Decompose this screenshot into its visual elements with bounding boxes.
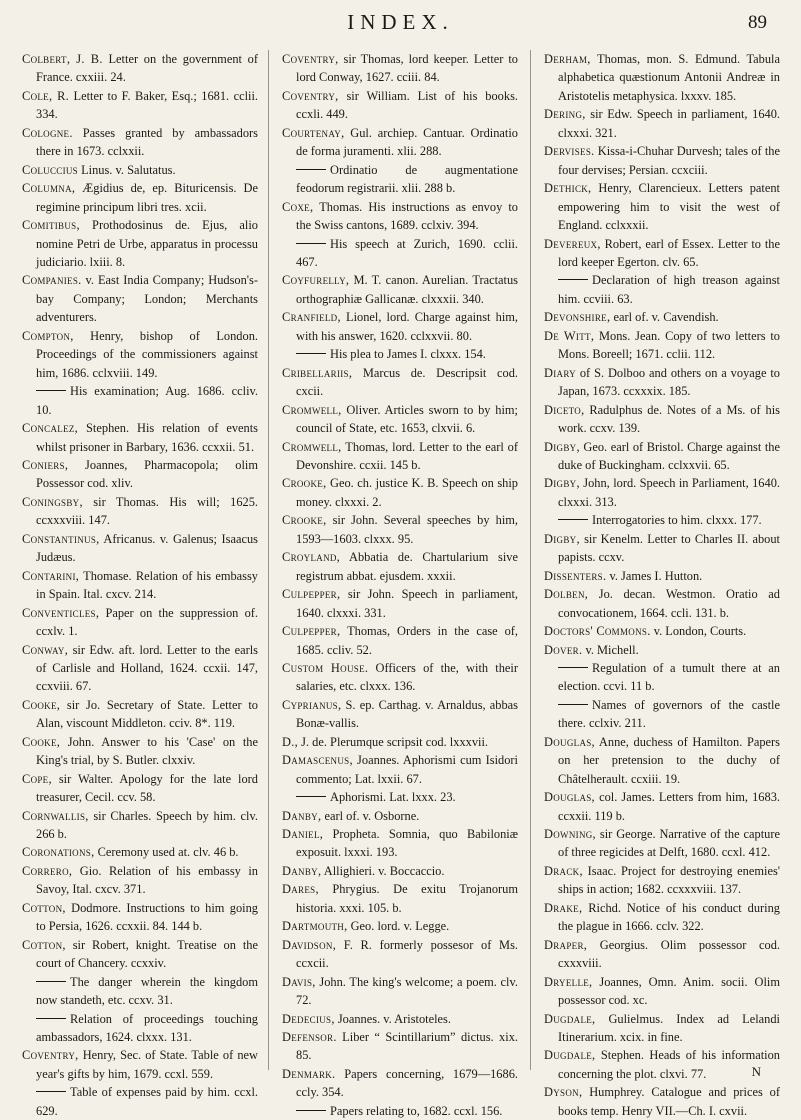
entry-headword: Dugdale, [544, 1011, 596, 1026]
entry-text: Ceremony used at. clv. 46 b. [94, 845, 239, 860]
index-entry [282, 1065, 518, 1102]
index-subentry [282, 1102, 518, 1120]
entry-text: J. de. Plerumque scripsit cod. lxxxvii. [298, 734, 489, 749]
ditto-dash [558, 667, 588, 668]
index-entry [544, 641, 780, 659]
entry-text: His plea to James I. clxxx. 154. [330, 347, 486, 362]
entry-text: earl of. v. Cavendish. [610, 310, 719, 325]
entry-text: Table of expenses paid by him. ccxl. 629. [36, 1085, 258, 1118]
index-entry [282, 511, 518, 548]
entry-text: Henry, Sec. of State. Table of new year's gifts by him, 1679. ccxl. 559. [36, 1048, 258, 1081]
entry-text: Ægidius de, ep. Bituricensis. De regimine principum libri tres. xcii. [36, 181, 258, 214]
entry-text: Gulielmus. Index ad Lelandi Itinerarium. xcix. in fine. [558, 1011, 780, 1045]
entry-text: sir Walter. Apology for the late lord treasurer, Cecil. ccv. 58. [36, 771, 258, 805]
index-entry [282, 308, 518, 345]
index-entry [22, 807, 258, 844]
entry-headword: Danby, [282, 808, 322, 823]
index-subentry [282, 161, 518, 198]
entry-headword: Denmark. [282, 1066, 336, 1081]
index-entry [544, 973, 780, 1010]
entry-headword: Devereux, [544, 236, 601, 251]
index-subentry [544, 271, 780, 308]
index-entry [22, 419, 258, 456]
index-subentry [544, 511, 780, 529]
entry-text: sir John. Several speeches by him, 1593—1603. clxxx. 95. [296, 513, 518, 546]
entry-headword: Cooke, [22, 734, 61, 749]
index-entry [22, 327, 258, 382]
index-entry [282, 862, 518, 880]
index-entry [22, 161, 258, 179]
entry-text: Robert, earl of Essex. Letter to the lord keeper Egerton. clv. 65. [558, 236, 780, 269]
page-title: INDEX. [347, 10, 454, 34]
entry-headword: Digby, [544, 439, 580, 454]
index-subentry [22, 1010, 258, 1047]
entry-text: Thomase. Relation of his embassy in Spain. Ital. cxcv. 214. [36, 568, 258, 602]
entry-headword: Dares, [282, 882, 319, 897]
entry-headword: Coxe, [282, 199, 314, 214]
index-subentry [282, 788, 518, 806]
entry-headword: Conventicles, [22, 605, 100, 620]
index-entry [282, 696, 518, 733]
entry-text: Gul. archiep. Cantuar. Ordinatio de forma juramenti. xlii. 288. [296, 125, 518, 159]
entry-headword: Doctors' Commons. [544, 624, 651, 639]
entry-headword: Coventry, [282, 52, 339, 66]
entry-headword: Courtenay, [282, 125, 345, 140]
index-column-1 [22, 50, 259, 1118]
entry-headword: Coronations, [22, 845, 95, 860]
entry-headword: Cooke, [22, 697, 61, 712]
entry-text: Aphorismi. Lat. lxxx. 23. [330, 790, 456, 805]
entry-headword: Davidson, [282, 937, 337, 952]
entry-text: Radulphus de. Notes of a Ms. of his work. ccxv. 139. [558, 402, 780, 436]
entry-headword: Draper, [544, 937, 588, 952]
entry-headword: D., [282, 734, 299, 749]
index-entry [22, 530, 258, 567]
entry-text: Propheta. Somnia, quo Babiloniæ exposuit. lxxxi. 193. [296, 827, 518, 860]
entry-headword: Cromwell, [282, 439, 342, 454]
entry-text: Geo. earl of Bristol. Charge against the duke of Buckingham. cclxxvii. 65. [558, 439, 780, 472]
entry-text: Jo. decan. Westmon. Oratio ad convocationem, 1664. ccli. 131. b. [558, 587, 780, 620]
entry-headword: Coventry, [22, 1048, 79, 1063]
entry-headword: Comitibus, [22, 218, 80, 233]
entry-headword: Contarini, [22, 568, 80, 583]
index-entry [544, 438, 780, 475]
entry-text: Joannes. v. Aristoteles. [334, 1011, 451, 1026]
entry-text: of S. Dolboo and others on a voyage to Japan, 1673. ccxxxix. 185. [558, 365, 780, 399]
index-entry [282, 622, 518, 659]
entry-text: Regulation of a tumult there at an election. ccvi. 11 b. [558, 660, 780, 694]
entry-text: Phrygius. De exitu Trojanorum historia. xxxi. 105. b. [296, 882, 518, 915]
entry-headword: Dering, [544, 107, 586, 122]
entry-headword: Davis, [282, 974, 316, 989]
index-entry [544, 733, 780, 788]
index-entry [282, 917, 518, 935]
ditto-dash [36, 1018, 66, 1019]
index-subentry [22, 382, 258, 419]
index-entry [22, 770, 258, 807]
index-entry [544, 862, 780, 899]
index-entry [282, 438, 518, 475]
entry-text: Marcus de. Descripsit cod. cxcii. [296, 365, 518, 399]
entry-headword: Devonshire, [544, 310, 611, 325]
entry-text: Letter to F. Baker, Esq.; 1681. cclii. 334. [36, 88, 258, 122]
index-entry [544, 327, 780, 364]
entry-headword: Defensor. [282, 1030, 337, 1045]
entry-text: Henry, bishop of London. Proceedings of the commissioners against him, 1686. cclxviii. 149. [36, 328, 258, 380]
entry-headword: Dedecius, [282, 1011, 335, 1026]
entry-headword: Cope, [22, 771, 52, 786]
index-entry [282, 198, 518, 235]
entry-text: Geo. lord. v. Legge. [347, 919, 450, 934]
entry-headword: Colbert, J. B. [22, 52, 103, 66]
entry-headword: Conway, [22, 642, 69, 657]
index-entry [22, 862, 258, 899]
page-number: 89 [748, 12, 767, 33]
entry-headword: Diary [544, 365, 576, 380]
entry-text: sir Kenelm. Letter to Charles II. about papists. ccxv. [558, 531, 780, 565]
entry-headword: Coningsby, [22, 494, 83, 509]
ditto-dash [36, 1091, 66, 1092]
column-divider [268, 50, 269, 1070]
entry-headword: Culpepper, [282, 624, 341, 639]
ditto-dash [296, 353, 326, 354]
signature-mark: N [751, 1064, 761, 1079]
entry-headword: Dugdale, [544, 1048, 596, 1063]
entry-text: sir Edw. aft. lord. Letter to the earls of Carlisle and Holland, 1624. ccxii. 147, ccxviii. 67. [36, 642, 258, 694]
column-divider [530, 50, 531, 1070]
index-entry [22, 1046, 258, 1083]
index-column-2 [282, 50, 518, 1118]
index-entry [544, 530, 780, 567]
entry-headword: Columna, [22, 181, 76, 196]
index-entry [282, 50, 518, 87]
entry-headword: Danby, [282, 863, 322, 878]
entry-headword: Drack, [544, 863, 583, 878]
index-entry [544, 474, 780, 511]
index-entry [282, 548, 518, 585]
entry-headword: Daniel, [282, 827, 324, 842]
ditto-dash [558, 704, 588, 705]
entry-text: John, lord. Speech in Parliament, 1640. clxxxi. 313. [558, 476, 780, 509]
ditto-dash [36, 981, 66, 982]
index-entry [282, 87, 518, 124]
entry-text: F. R. formerly possesor of Ms. ccxcii. [296, 937, 518, 971]
entry-headword: Cole, R. [22, 88, 70, 103]
entry-headword: Croyland, [282, 550, 341, 565]
entry-text: Prothodosinus de. Ejus, alio nomine Petri de Urbe, apparatus in processu judiciario. lxiii. 8. [36, 218, 258, 269]
index-entry [22, 179, 258, 216]
index-entry [22, 87, 258, 124]
index-entry [282, 364, 518, 401]
index-entry [22, 899, 258, 936]
entry-text: His speech at Zurich, 1690. cclii. 467. [296, 236, 518, 269]
entry-text: Oliver. Articles sworn to by him; council of State, etc. 1653, clxvii. 6. [296, 402, 518, 436]
entry-headword: De Witt, [544, 328, 595, 343]
index-entry [282, 825, 518, 862]
index-subentry [544, 659, 780, 696]
index-entry [544, 585, 780, 622]
entry-text: Thomas, lord. Letter to the earl of Devonshire. ccxii. 145 b. [296, 439, 518, 472]
entry-text: Allighieri. v. Boccaccio. [321, 863, 445, 878]
entry-text: Dodmore. Instructions to him going to Persia, 1626. ccxxii. 84. 144 b. [36, 900, 258, 934]
index-entry [544, 105, 780, 142]
ditto-dash [296, 243, 326, 244]
entry-text: Gio. Relation of his embassy in Savoy, Ital. cxcv. 371. [36, 863, 258, 897]
entry-text: Ordinatio de augmentatione feodorum registrarii. xlii. 288 b. [296, 162, 518, 196]
index-entry [22, 271, 258, 326]
entry-text: Relation of proceedings touching ambassadors, 1624. clxxx. 131. [36, 1011, 258, 1045]
entry-headword: Dover. [544, 642, 583, 657]
index-entry [544, 50, 780, 105]
entry-headword: Digby, [544, 531, 580, 546]
index-entry [544, 308, 780, 326]
entry-headword: Dolben, [544, 587, 589, 602]
index-entry [544, 899, 780, 936]
entry-text: v. East India Company; Hudson's-bay Company; London; Merchants adventurers. [36, 273, 258, 325]
index-entry [544, 788, 780, 825]
index-subentry [22, 973, 258, 1010]
entry-text: Mons. Jean. Copy of two letters to Mons. Boreell; 1671. cclii. 112. [558, 328, 780, 362]
entry-text: sir William. List of his books. ccxli. 449. [296, 88, 518, 122]
index-entry [544, 142, 780, 179]
entry-headword: Digby, [544, 476, 580, 491]
entry-headword: Coyfurelly, [282, 273, 350, 288]
entry-text: Letter on the government of France. cxxiii. 24. [36, 52, 259, 85]
entry-text: v. Michell. [582, 642, 639, 657]
entry-headword: Concalez, [22, 421, 79, 436]
entry-text: Stephen. Heads of his information concerning the plot. clxvi. 77. [558, 1048, 780, 1081]
entry-headword: Dyson, [544, 1085, 583, 1100]
entry-headword: Coluccius [22, 162, 78, 177]
entry-headword: Crooke, [282, 476, 327, 491]
entry-headword: Correro, [22, 863, 73, 878]
entry-text: M. T. canon. Aurelian. Tractatus orthographiæ Gallicanæ. clxxxii. 340. [296, 273, 518, 306]
entry-text: Thomas, Orders in the case of, 1685. ccliv. 52. [296, 624, 518, 657]
entry-headword: Crooke, [282, 513, 327, 528]
entry-text: sir John. Speech in parliament, 1640. clxxxi. 331. [296, 587, 518, 620]
entry-text: Joannes, Pharmacopola; olim Possessor cod. xliv. [36, 457, 258, 491]
ditto-dash [296, 1110, 326, 1111]
index-entry [22, 696, 258, 733]
entry-text: Joannes, Omn. Anim. socii. Olim possessor cod. xc. [558, 974, 780, 1008]
entry-text: Richd. Notice of his conduct during the plague in 1666. cclv. 322. [558, 900, 780, 934]
index-entry [544, 567, 780, 585]
page-header [0, 8, 801, 38]
entry-text: earl of. v. Osborne. [321, 808, 420, 823]
index-entry [22, 936, 258, 973]
entry-text: Stephen. His relation of events whilst prisoner in Barbary, 1636. ccxxii. 51. [36, 421, 258, 454]
entry-headword: Cotton, [22, 937, 66, 952]
entry-text: sir Edw. Speech in parliament, 1640. clxxxi. 321. [558, 107, 780, 140]
index-subentry [22, 1083, 258, 1120]
index-entry [22, 843, 258, 861]
index-entry [544, 364, 780, 401]
entry-text: Papers concerning, 1679—1686. ccly. 354. [296, 1066, 518, 1100]
index-entry [22, 733, 258, 770]
entry-headword: Dervises. [544, 144, 595, 159]
index-entry [282, 733, 518, 751]
index-entry [22, 216, 258, 271]
index-entry [544, 825, 780, 862]
index-entry [22, 456, 258, 493]
entry-text: Kissa-i-Chuhar Durvesh; tales of the four dervises; Persian. ccxciii. [558, 144, 780, 177]
entry-headword: Cotton, [22, 900, 66, 915]
index-entry [282, 1010, 518, 1028]
index-entry [282, 401, 518, 438]
index-entry [22, 567, 258, 604]
entry-text: The danger wherein the kingdom now standeth, etc. ccxv. 31. [36, 974, 258, 1008]
index-entry [282, 585, 518, 622]
index-entry [282, 659, 518, 696]
entry-text: Joannes. Aphorismi cum Isidori commento; Lat. lxxii. 67. [296, 753, 518, 786]
entry-text: Abbatia de. Chartularium sive registrum abbat. ejusdem. xxxii. [296, 550, 518, 583]
entry-text: sir Thomas. His will; 1625. ccxxxviii. 147. [36, 494, 258, 528]
index-entry [282, 271, 518, 308]
index-entry [22, 604, 258, 641]
entry-headword: Cribellariis, [282, 365, 353, 380]
entry-headword: Coventry, [282, 88, 339, 103]
index-entry [282, 973, 518, 1010]
entry-text: v. James I. Hutton. [606, 568, 703, 583]
index-entry [282, 124, 518, 161]
entry-text: Names of governors of the castle there. cclxiv. 211. [558, 697, 780, 731]
entry-headword: Coniers, [22, 457, 69, 472]
index-entry [22, 50, 258, 87]
entry-text: sir Charles. Speech by him. clv. 266 b. [36, 808, 258, 842]
entry-headword: Douglas, [544, 734, 595, 749]
index-entry [544, 401, 780, 438]
index-subentry [282, 235, 518, 272]
index-entry [22, 641, 258, 696]
entry-text: Interrogatories to him. clxxx. 177. [592, 513, 762, 528]
entry-text: John. Answer to his 'Case' on the King's trial, by S. Butler. clxxiv. [36, 734, 258, 768]
entry-headword: Dryelle, [544, 974, 593, 989]
entry-text: Lionel, lord. Charge against him, with his answer, 1620. cclxxvii. 80. [296, 310, 518, 343]
index-entry [544, 1046, 780, 1083]
index-entry [22, 124, 258, 161]
entry-text: Humphrey. Catalogue and prices of books temp. Henry VII.—Ch. I. cxvii. [558, 1085, 780, 1118]
entry-text: His examination; Aug. 1686. ccliv. 10. [36, 384, 258, 417]
entry-text: Isaac. Project for destroying enemies' ships in action; 1682. ccxxxviii. 137. [558, 863, 780, 897]
entry-text: Thomas. His instructions as envoy to the Swiss cantons, 1689. cclxiv. 394. [296, 199, 518, 233]
entry-headword: Downing, [544, 827, 596, 842]
index-entry [282, 1028, 518, 1065]
entry-headword: Custom House. [282, 660, 369, 675]
entry-text: sir George. Narrative of the capture of three regicides at Delft, 1680. ccxl. 412. [558, 827, 780, 860]
entry-text: Geo. ch. justice K. B. Speech on ship money. clxxxi. 2. [296, 476, 518, 509]
index-entry [544, 235, 780, 272]
entry-text: Linus. v. Salutatus. [77, 162, 176, 177]
entry-headword: Dissenters. [544, 568, 607, 583]
entry-headword: Drake, [544, 900, 583, 915]
index-entry [282, 474, 518, 511]
entry-headword: Douglas, [544, 790, 595, 805]
entry-text: v. London, Courts. [650, 624, 747, 639]
index-subentry [544, 696, 780, 733]
ditto-dash [36, 390, 66, 391]
entry-text: Anne, duchess of Hamilton. Papers on her pretension to the duchy of Châtelherault. ccxiii. 19. [558, 734, 780, 786]
entry-headword: Diceto, [544, 402, 585, 417]
entry-headword: Dartmouth, [282, 919, 348, 934]
index-entry [282, 807, 518, 825]
entry-headword: Damascenus, [282, 753, 353, 768]
entry-headword: Cyprianus, [282, 697, 342, 712]
index-entry [282, 880, 518, 917]
index-entry [544, 1083, 780, 1120]
entry-text: Passes granted by ambassadors there in 1673. cclxxii. [36, 125, 258, 159]
index-entry [544, 936, 780, 973]
entry-headword: Companies. [22, 273, 82, 288]
entry-headword: Cornwallis, [22, 808, 89, 823]
entry-headword: Cologne. [22, 125, 73, 140]
ditto-dash [558, 279, 588, 280]
ditto-dash [296, 169, 326, 170]
entry-headword: Culpepper, [282, 587, 341, 602]
entry-text: col. James. Letters from him, 1683. ccxxii. 119 b. [558, 790, 780, 823]
entry-text: Africanus. v. Galenus; Isaacus Judæus. [36, 531, 258, 565]
index-entry [544, 179, 780, 234]
entry-text: Georgius. Olim possessor cod. cxxxviii. [558, 937, 780, 971]
entry-text: sir Robert, knight. Treatise on the court of Chancery. ccxxiv. [36, 937, 258, 971]
entry-headword: Cranfield, [282, 310, 341, 325]
entry-text: Papers relating to, 1682. ccxl. 156. [330, 1103, 503, 1118]
ditto-dash [558, 519, 588, 520]
index-entry [282, 936, 518, 973]
index-subentry [282, 345, 518, 363]
entry-text: Liber “ Scintillarium” dictus. xix. 85. [296, 1030, 518, 1063]
index-entry [282, 751, 518, 788]
entry-headword: Derham, [544, 52, 591, 66]
index-entry [22, 493, 258, 530]
entry-headword: Compton, [22, 328, 74, 343]
entry-headword: Constantinus, [22, 531, 100, 546]
entry-headword: Dethick, [544, 181, 592, 196]
entry-text: Paper on the suppression of. ccxlv. 1. [36, 605, 258, 639]
index-column-3 [544, 50, 780, 1118]
ditto-dash [296, 796, 326, 797]
index-entry [544, 622, 780, 640]
entry-headword: Cromwell, [282, 402, 342, 417]
entry-text: Henry, Clarencieux. Letters patent empowering him to visit the west of England. cclxxxii. [558, 181, 780, 233]
index-entry [544, 1010, 780, 1047]
entry-text: sir Jo. Secretary of State. Letter to Alan, viscount Middleton. cciv. 8*. 119. [36, 697, 258, 731]
entry-text: Officers of the, with their salaries, etc. clxxx. 136. [296, 660, 518, 694]
entry-text: Thomas, mon. S. Edmund. Tabula alphabetica quæstionum Antonii Andreæ in Aristotelis metaphysica. lxxxv. 185. [558, 52, 780, 103]
entry-text: S. ep. Carthag. v. Arnaldus, abbas Bonæ-vallis. [296, 697, 518, 731]
entry-text: John. The king's welcome; a poem. clv. 72. [296, 974, 518, 1008]
entry-text: sir Thomas, lord keeper. Letter to lord Conway, 1627. cciii. 84. [296, 52, 518, 85]
entry-text: Declaration of high treason against him. ccviii. 63. [558, 273, 780, 306]
